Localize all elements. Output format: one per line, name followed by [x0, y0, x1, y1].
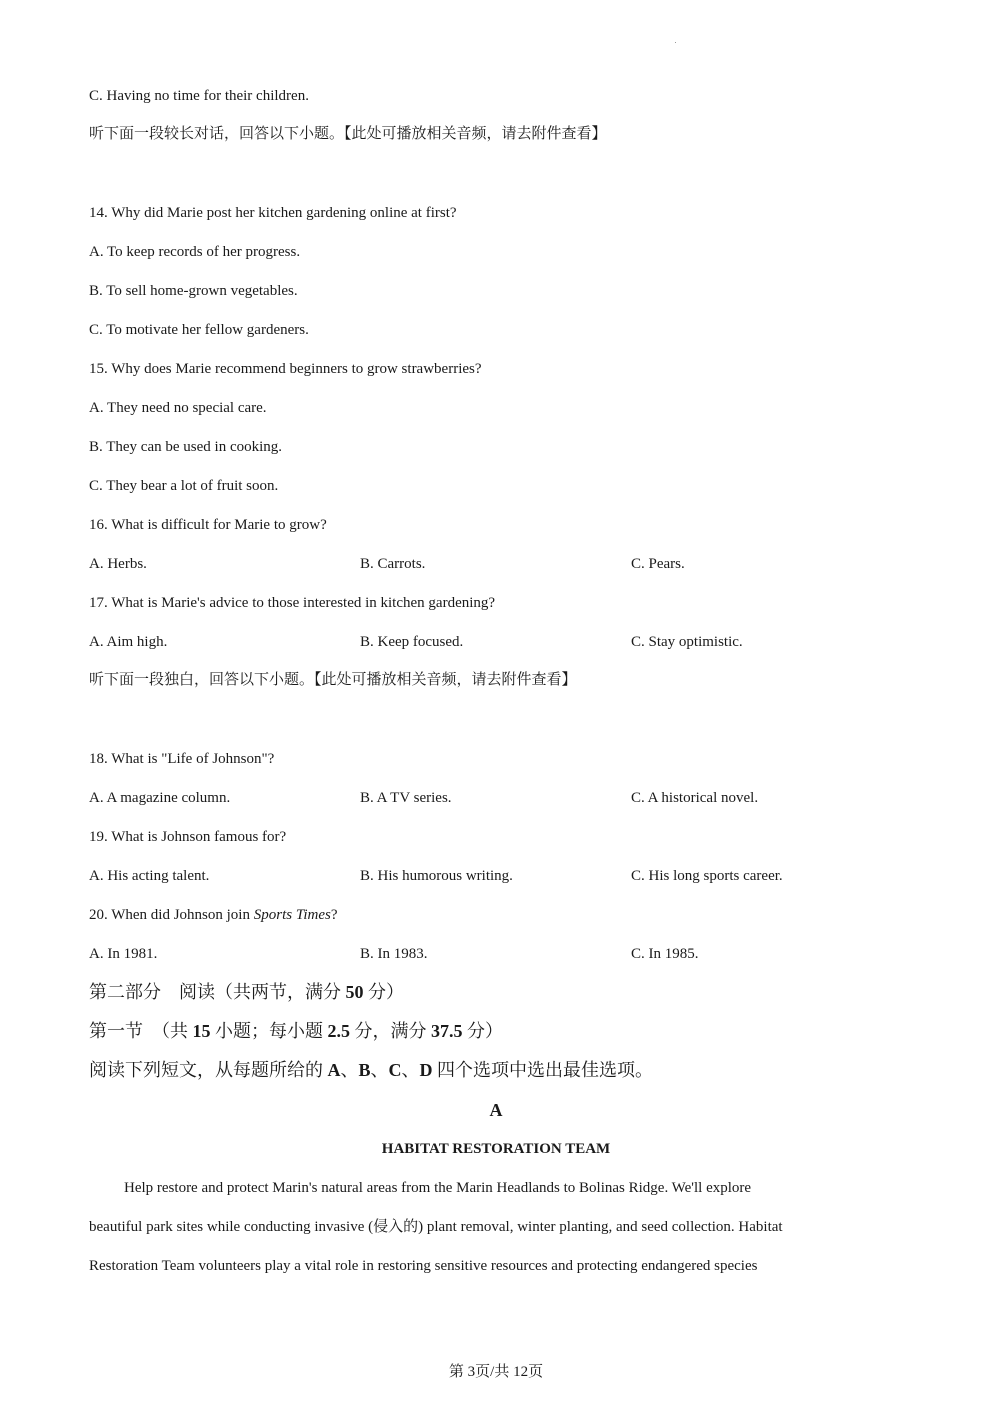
q15-option-b: B. They can be used in cooking.: [89, 439, 283, 455]
listening-instruction-1: 听下面一段较长对话，回答以下小题。【此处可播放相关音频，请去附件查看】: [89, 126, 607, 142]
question-20: [89, 905, 338, 925]
q18-option-a: A. A magazine column.: [89, 790, 231, 806]
sec1-text-d: 分）: [462, 1021, 503, 1041]
q19-option-b: B. His humorous writing.: [360, 868, 513, 884]
passage-line-1: Help restore and protect Marin's natural areas from the Marin Headlands to Bolinas Ridge. We'll explore: [124, 1180, 752, 1196]
q20-mark: ?: [330, 907, 338, 923]
part2-score: 50: [345, 982, 364, 1002]
read-sep-2: 、: [370, 1060, 389, 1080]
q15-option-c: C. They bear a lot of fruit soon.: [89, 478, 279, 494]
q20-option-b: B. In 1983.: [360, 946, 428, 962]
sec1-each: 2.5: [327, 1021, 350, 1041]
question-14: 14. Why did Marie post her kitchen gardening online at first?: [89, 205, 457, 221]
part2-text: 第二部分 阅读（共两节，满分: [89, 982, 346, 1002]
q16-option-c: C. Pears.: [631, 556, 685, 572]
question-18: 18. What is "Life of Johnson"?: [89, 751, 275, 767]
listening-instruction-2: 听下面一段独白，回答以下小题。【此处可播放相关音频，请去附件查看】: [89, 672, 577, 688]
reading-instruction: [89, 1058, 653, 1082]
page-footer: 第 3页/共 12页: [448, 1364, 544, 1380]
q20-option-a: A. In 1981.: [89, 946, 158, 962]
sec1-total: 37.5: [431, 1021, 463, 1041]
read-text-b: 四个选项中选出最佳选项。: [432, 1060, 654, 1080]
read-opt-a: A: [327, 1060, 341, 1080]
q17-option-a: A. Aim high.: [89, 634, 168, 650]
sec1-text-a: 第一节 （共: [89, 1021, 193, 1041]
q18-option-c: C. A historical novel.: [631, 790, 759, 806]
read-opt-c: C: [388, 1060, 402, 1080]
sec1-text-c: 分，满分: [350, 1021, 431, 1041]
question-17: 17. What is Marie's advice to those interested in kitchen gardening?: [89, 595, 496, 611]
sec1-text-b: 小题；每小题: [210, 1021, 328, 1041]
read-sep-1: 、: [340, 1060, 359, 1080]
q17-option-c: C. Stay optimistic.: [631, 634, 743, 650]
q18-option-b: B. A TV series.: [360, 790, 452, 806]
q16-option-b: B. Carrots.: [360, 556, 426, 572]
q20-publication: Sports Times: [253, 907, 331, 923]
q14-option-c: C. To motivate her fellow gardeners.: [89, 322, 309, 338]
sec1-count: 15: [192, 1021, 211, 1041]
section-one-heading: [89, 1019, 503, 1043]
q20-option-c: C. In 1985.: [631, 946, 699, 962]
passage-line-2: beautiful park sites while conducting invasive (侵入的) plant removal, winter planting, and seed collection. Habitat: [89, 1219, 783, 1235]
q17-option-b: B. Keep focused.: [360, 634, 464, 650]
passage-title: HABITAT RESTORATION TEAM: [381, 1141, 611, 1157]
part-two-heading: [89, 980, 404, 1004]
question-16: 16. What is difficult for Marie to grow?: [89, 517, 327, 533]
read-opt-d: D: [419, 1060, 433, 1080]
read-text-a: 阅读下列短文，从每题所给的: [89, 1060, 328, 1080]
q14-option-a: A. To keep records of her progress.: [89, 244, 301, 260]
q19-option-c: C. His long sports career.: [631, 868, 783, 884]
q16-option-a: A. Herbs.: [89, 556, 147, 572]
q15-option-a: A. They need no special care.: [89, 400, 267, 416]
q20-text: 20. When did Johnson join: [89, 907, 254, 923]
read-opt-b: B: [358, 1060, 371, 1080]
passage-line-3: Restoration Team volunteers play a vital role in restoring sensitive resources and protecting endangered species: [89, 1258, 758, 1274]
question-15: 15. Why does Marie recommend beginners to grow strawberries?: [89, 361, 482, 377]
q13-option-c: C. Having no time for their children.: [89, 88, 309, 104]
question-19: 19. What is Johnson famous for?: [89, 829, 287, 845]
passage-letter: A: [489, 1100, 503, 1120]
read-sep-3: 、: [401, 1060, 420, 1080]
q19-option-a: A. His acting talent.: [89, 868, 210, 884]
q14-option-b: B. To sell home-grown vegetables.: [89, 283, 298, 299]
scan-speck: [675, 42, 676, 43]
part2-unit: 分）: [363, 982, 404, 1002]
